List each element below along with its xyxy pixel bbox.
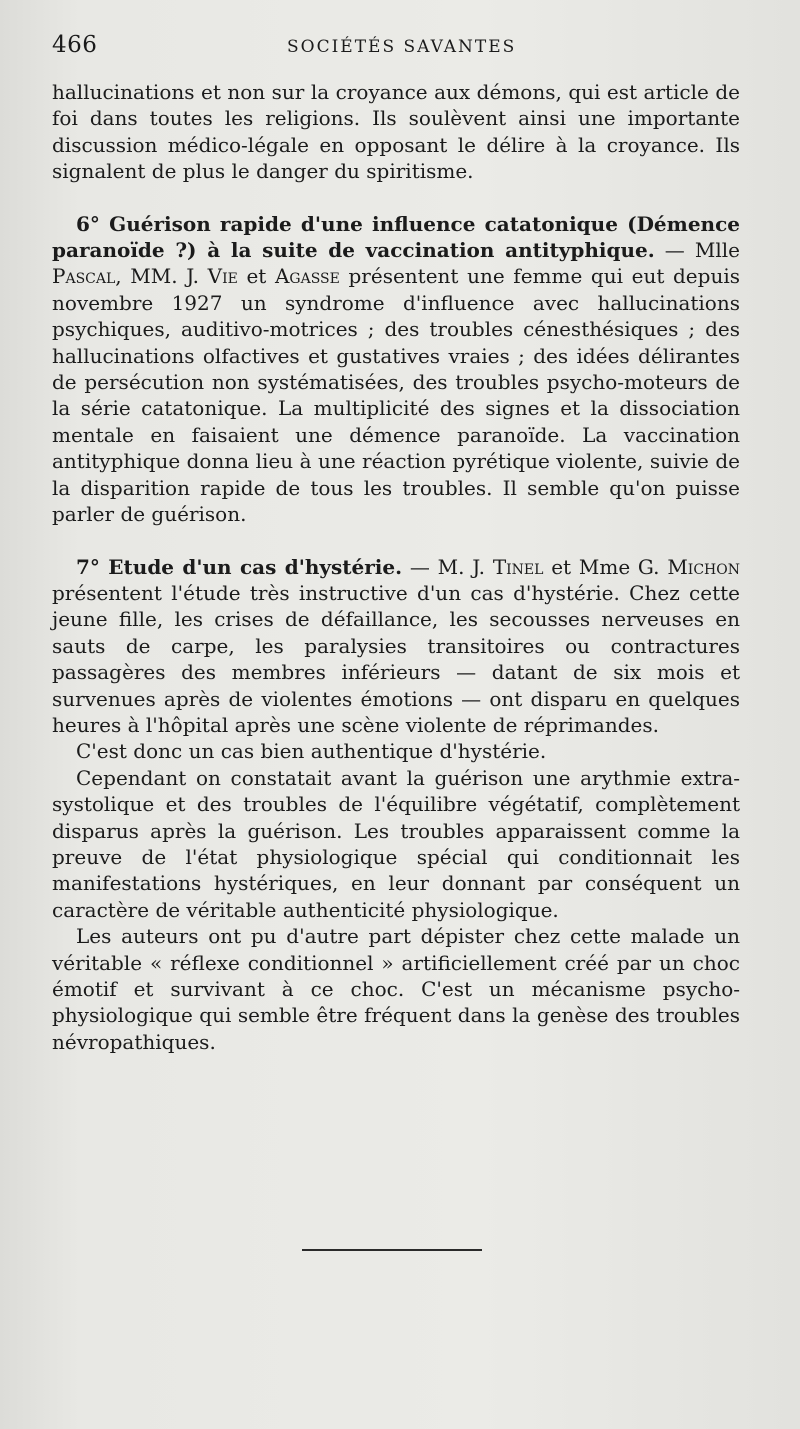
section-6-author-3: Agasse: [274, 264, 340, 289]
section-7-paragraph-2: C'est donc un cas bien authentique d'hystérie.: [76, 739, 547, 764]
section-7-separator-1: et Mme G.: [543, 554, 668, 579]
section-6-title: 6° Guérison rapide d'une influence catatonique (Démence paranoïde ?) à la suite de vaccination antityphique.: [52, 211, 740, 263]
section-7-paragraph-3: Cependant on constatait avant la guérison une arythmie extra-systolique et des troubles de l'équilibre végétatif, complètement disparus après la guérison. Les troubles apparaissent comme la preuve de l'état physiologique spécial qui conditionnait les manifestations hystériques, en leur donnant par conséquent un caractère de véritable authenticité physiologique.: [52, 765, 740, 922]
continuation-paragraph: hallucinations et non sur la croyance aux démons, qui est article de foi dans toutes les religions. Ils soulèvent ainsi une importante discussion médico-légale en opposant le délire à la croyance. Ils signalent de plus le danger du spiritisme.: [52, 80, 740, 184]
section-7-author-2: Michon: [667, 554, 740, 579]
section-6-text: présentent une femme qui eut depuis novembre 1927 un syndrome d'influence avec hallucinations psychiques, auditivo-motrices ; des troubles cénesthésiques ; des hallucinations olfactives et gustatives vraies ; des idées délirantes de persécution non systématisées, des troubles psycho-moteurs de la série catatonique. La multiplicité des signes et la dissociation mentale en faisaient une démence paranoïde. La vaccination antityphique donna lieu à une réaction pyrétique violente, suivie de la disparition rapide de tous les troubles. Il semble qu'on puisse parler de guérison.: [52, 264, 740, 527]
section-6-dash: — Mlle: [654, 238, 740, 263]
section-6-paragraph: [52, 211, 740, 528]
end-rule: [302, 1249, 482, 1251]
section-7-text: présentent l'étude très instructive d'un cas d'hystérie. Chez cette jeune fille, les crises de défaillance, les secousses nerveuses en sauts de carpe, les paralysies transitoires ou contractures passagères des membres inférieurs — datant de six mois et survenues après de violentes émotions — ont disparu en quelques heures à l'hôpital après une scène violente de réprimandes.: [52, 580, 740, 737]
running-title: SOCIÉTÉS SAVANTES: [287, 37, 517, 57]
section-7-paragraph-4: Les auteurs ont pu d'autre part dépister chez cette malade un véritable « réflexe conditionnel » artificiellement créé par un choc émotif et survivant à ce choc. C'est un mécanisme psycho-physiologique qui semble être fréquent dans la genèse des troubles névropathiques.: [52, 924, 740, 1054]
section-6-author-1: Pascal: [52, 264, 116, 289]
section-7-author-1: Tinel: [492, 554, 544, 579]
section-7-dash: — M. J.: [402, 554, 493, 579]
section-6-author-2: Vie: [207, 264, 238, 289]
page-header: [52, 32, 752, 72]
body-text: [52, 79, 740, 1055]
section-6-separator-2: et: [237, 264, 275, 289]
section-7-paragraph: [52, 554, 740, 739]
page-number: 466: [52, 32, 98, 58]
section-6-separator-1: , MM. J.: [115, 264, 208, 289]
section-7-title: 7° Etude d'un cas d'hystérie.: [76, 554, 403, 579]
